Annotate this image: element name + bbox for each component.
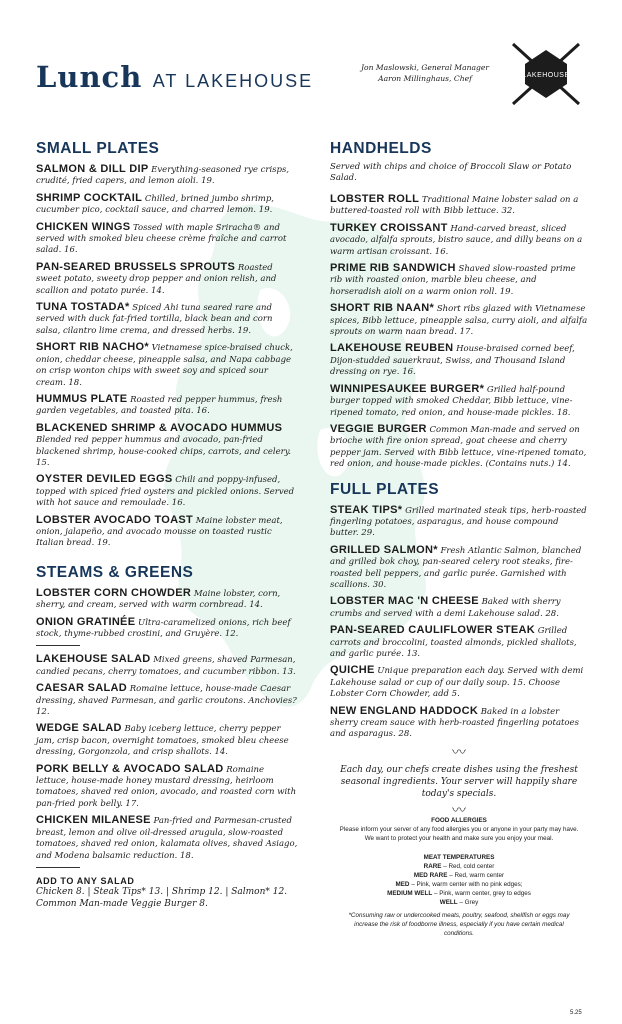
menu-item [36, 222, 298, 257]
handhelds-list [330, 194, 588, 471]
menu-item-name: VEGGIE BURGER [330, 422, 427, 435]
temperature-row [330, 871, 588, 880]
addon-heading: ADD TO ANY SALAD [36, 875, 135, 886]
menu-item-description: Roasted red pepper hummus, fresh garden vegetables, and toasted pita. 16. [36, 394, 283, 417]
menu-item [330, 194, 588, 218]
menu-item-name: PORK BELLY & AVOCADO SALAD [36, 762, 224, 775]
temperature-row [330, 889, 588, 898]
menu-item-description: Ultra-caramelized onions, rich beef stock, thyme-rubbed crostini, and Gruyère. 12. [36, 617, 291, 639]
temperature-label: MED [395, 880, 410, 888]
soups-list [36, 588, 298, 641]
allergy-text-1: Please inform your server of any food allergies you or anyone in your party may have. [339, 825, 579, 833]
menu-item [330, 343, 588, 378]
menu-item [330, 505, 588, 540]
menu-item [330, 223, 588, 258]
menu-item-name: TURKEY CROISSANT [330, 221, 448, 234]
menu-item [36, 515, 298, 550]
allergy-heading: FOOD ALLERGIES [431, 816, 487, 824]
wave-divider: 〰 [452, 801, 466, 818]
temperature-desc: – Pink, warm center with no pink edges; [411, 880, 523, 888]
menu-item-name: BLACKENED SHRIMP & AVOCADO HUMMUS [36, 421, 283, 434]
menu-item-description: Blended red pepper hummus and avocado, pan-fried blackened shrimp, house-cooked chips, carrots, and celery. 15. [36, 435, 292, 468]
divider [36, 645, 80, 646]
menu-item [330, 665, 588, 700]
menu-title [36, 60, 313, 94]
staff-gm: Jon Maslowski, General Manager [360, 63, 490, 72]
temperature-row [330, 898, 588, 907]
temperature-desc: – Grey [459, 898, 479, 906]
menu-item-description: Maine lobster meat, onion, jalapeño, and avocado mousse on toasted rustic Italian bread. 19. [36, 515, 283, 549]
menu-item-name: CAESAR SALAD [36, 682, 127, 695]
menu-item [330, 596, 588, 620]
salads-list [36, 654, 298, 862]
menu-item-description: Baked in a lobster sherry cream sauce with herb-roasted fingerling potatoes and asparagus. 28. [330, 706, 579, 740]
handhelds-heading: HANDHELDS [330, 140, 432, 157]
menu-item [36, 723, 298, 758]
menu-item-name: CHICKEN WINGS [36, 220, 131, 233]
full-plates-heading: FULL PLATES [330, 480, 440, 498]
steams-greens-heading: STEAMS & GREENS [36, 563, 194, 581]
menu-item-description: Vietnamese spice-braised chuck, onion, cheddar cheese, pineapple salsa, and Napa cabbage on crisp wonton chips with sweet soy and spiced sour cream. 18. [36, 343, 293, 388]
addon-line-2: Common Man-made Veggie Burger 8. [36, 898, 208, 909]
menu-item [330, 424, 588, 471]
menu-item-description: Traditional Maine lobster salad on a buttered-toasted roll with Bibb lettuce. 32. [330, 195, 579, 217]
menu-item [36, 394, 298, 418]
temperature-row [330, 880, 588, 889]
menu-item-name: SHORT RIB NAAN* [330, 302, 435, 315]
temperature-label: MED RARE [413, 871, 448, 879]
menu-item-name: SHRIMP COCKTAIL [36, 191, 143, 204]
menu-item-name: ONION GRATINÉE [36, 615, 136, 628]
menu-item-name: GRILLED SALMON* [330, 543, 438, 556]
temperature-desc: – Pink, warm center, grey to edges [433, 889, 531, 897]
menu-item [330, 706, 588, 741]
menu-item-name: LAKEHOUSE SALAD [36, 653, 151, 666]
menu-item-description: Grilled marinated steak tips, herb-roasted fingerling potatoes, asparagus, and house compound butter. 29. [330, 505, 587, 539]
consume-warning: *Consuming raw or undercooked meats, poultry, seafood, shellfish or eggs may increase the risk of foodborne illness, especially if you have certain medical conditions. [348, 911, 570, 937]
temperature-desc: – Red, cold center [443, 862, 495, 870]
temperature-row [330, 862, 588, 871]
menu-item-description: Maine lobster, corn, sherry, and cream, served with warm cornbread. 14. [36, 588, 281, 611]
menu-item-name: LOBSTER MAC 'N CHEESE [330, 595, 479, 608]
menu-item-description: Mixed greens, shaved Parmesan, candied pecans, cherry tomatoes, and cucumber ribbon. 13. [36, 655, 296, 677]
menu-item-description: Romaine lettuce, house-made honey mustard dressing, heirloom tomatoes, shaved red onion, avocado, and roasted corn with pan-fried pork belly. 17. [36, 764, 297, 809]
menu-item-description: Spiced Ahi tuna seared rare and served with duck fat-fried tortilla, black bean and corn salsa, cilantro lime crema, and dressed herbs. 19. [36, 303, 273, 336]
page-code: 5.25 [570, 1010, 582, 1016]
menu-item [36, 588, 298, 612]
menu-item-description: Short ribs glazed with Vietnamese spices, Bibb lettuce, pineapple salsa, curry aioli, and alfalfa sprouts on warm naan bread. 17. [330, 304, 588, 338]
menu-item-description: House-braised corned beef, Dijon-studded sauerkraut, Swiss, and Thousand Island dressing on rye. 16. [330, 344, 575, 378]
menu-item-name: NEW ENGLAND HADDOCK [330, 704, 479, 717]
menu-item-name: STEAK TIPS* [330, 503, 403, 516]
menu-item [330, 625, 588, 660]
small-plates-heading: SMALL PLATES [36, 140, 160, 157]
temps-heading: MEAT TEMPERATURES [423, 853, 495, 861]
left-column [36, 140, 298, 910]
menu-item-description: Grilled carrots and broccolini, toasted almonds, pickled shallots, and garlic purée. 13. [330, 626, 577, 659]
menu-item-name: OYSTER DEVILED EGGS [36, 473, 173, 486]
right-column [330, 140, 588, 938]
staff-chef: Aaron Millinghaus, Chef [378, 74, 472, 83]
addon-line-1: Chicken 8. | Steak Tips* 13. | Shrimp 12. | Salmon* 12. [36, 886, 288, 897]
wave-divider: 〰 [452, 743, 466, 760]
menu-item-description: Common Man-made and served on brioche with fire onion spread, goat cheese and cherry pepper jam. Served with Bibb lettuce, vine-ripened tomato, red onion, and house-made pickles. (Contains nuts.) 14. [330, 424, 587, 470]
menu-item [330, 303, 588, 338]
menu-item [36, 815, 298, 862]
menu-item [330, 384, 588, 419]
menu-item [330, 263, 588, 298]
menu-item-description: Baked with sherry crumbs and served with a demi Lakehouse salad. 28. [330, 597, 561, 619]
menu-item-name: PAN-SEARED CAULIFLOWER STEAK [330, 624, 535, 637]
menu-item-name: LOBSTER CORN CHOWDER [36, 586, 192, 599]
menu-item-name: WEDGE SALAD [36, 722, 122, 735]
title-place: AT LAKEHOUSE [152, 71, 314, 91]
menu-item [36, 617, 298, 641]
menu-item [36, 474, 298, 509]
menu-item [36, 683, 298, 718]
lakehouse-logo [505, 40, 587, 108]
temperature-desc: – Red, warm center [449, 871, 505, 879]
handhelds-intro: Served with chips and choice of Broccoli Slaw or Potato Salad. [330, 162, 572, 183]
menu-item-name: SALMON & DILL DIP [36, 163, 149, 175]
menu-item [36, 342, 298, 389]
divider [36, 867, 80, 868]
menu-item-description: Chilled, brined jumbo shrimp, cucumber pico, cocktail sauce, and charred lemon. 19. [36, 193, 274, 216]
menu-item-name: LOBSTER ROLL [330, 193, 420, 205]
menu-item-description: Roasted sweet potato, sweety drop pepper and onion relish, and scallion and potato purée. 14. [36, 262, 277, 296]
menu-item-description: Romaine lettuce, house-made Caesar dressing, shaved Parmesan, and garlic croutons. Anchovies? 12. [36, 684, 297, 718]
menu-item [36, 764, 298, 811]
temperature-label: MEDIUM WELL [387, 889, 433, 897]
menu-item-name: LOBSTER AVOCADO TOAST [36, 513, 194, 526]
menu-item-description: Baby iceberg lettuce, cherry pepper jam, crisp bacon, overnight tomatoes, smoked bleu cheese dressing, Gorgonzola, and crisp shallots. 14. [36, 724, 289, 758]
menu-item [36, 164, 298, 188]
temperature-label: WELL [439, 898, 458, 906]
menu-item-description: Unique preparation each day. Served with demi Lakehouse salad or cup of our daily soup. 15. Choose Lobster Corn Chowder, add 5. [330, 666, 584, 700]
menu-item-description: Chili and poppy-infused, topped with spiced fried oysters and pickled onions. Served with hot sauce and remoulade. 16. [36, 475, 295, 509]
menu-item-description: Pan-fried and Parmesan-crusted breast, lemon and olive oil-dressed arugula, slow-roasted tomatoes, shaved red onion, kalamata olives, shaved Asiago, and Modena balsamic reduction. 18. [36, 816, 298, 861]
menu-item-name: HUMMUS PLATE [36, 392, 128, 405]
allergy-text-2: We want to protect your health and make sure you enjoy your meal. [364, 834, 554, 842]
menu-item-name: QUICHE [330, 664, 375, 677]
menu-item-description: Shaved slow-roasted prime rib with roasted onion, marble bleu cheese, and horseradish aioli on a warm onion roll. 19. [330, 264, 576, 297]
menu-item [330, 545, 588, 592]
menu-item-name: PRIME RIB SANDWICH [330, 262, 456, 275]
staff-credits [340, 62, 510, 84]
menu-item [36, 302, 298, 337]
menu-item [36, 262, 298, 297]
menu-item-name: WINNIPESAUKEE BURGER* [330, 382, 485, 395]
menu-item-name: PAN-SEARED BRUSSELS SPROUTS [36, 260, 236, 273]
temperature-label: RARE [423, 862, 442, 870]
title-lunch: Lunch [36, 60, 143, 94]
menu-item-description: Fresh Atlantic Salmon, blanched and grilled bok choy, pan-seared celery root steaks, fire-roasted bell peppers, and garlic purée. Garnished with scallions. 30. [330, 545, 582, 590]
temps-list [330, 862, 588, 907]
menu-item-name: LAKEHOUSE REUBEN [330, 342, 454, 355]
menu-item [36, 654, 298, 678]
menu-item-name: CHICKEN MILANESE [36, 814, 151, 827]
full-plates-list [330, 505, 588, 741]
menu-item-description: Tossed with maple Sriracha® and served with smoked bleu cheese crème fraîche and carrot salad. 16. [36, 222, 287, 256]
logo-text: LAKEHOUSE [522, 72, 570, 79]
menu-item-description: Everything-seasoned rye crisps, crudité, fried capers, and lemon aioli. 19. [36, 165, 290, 187]
menu-item-name: SHORT RIB NACHO* [36, 341, 149, 354]
menu-item-description: Hand-carved breast, sliced avocado, alfalfa sprouts, bistro sauce, and dilly beans on a warm artisan croissant. 16. [330, 223, 583, 257]
menu-item [36, 193, 298, 217]
menu-item-name: TUNA TOSTADA* [36, 301, 130, 314]
menu-item [36, 423, 298, 470]
small-plates-list [36, 164, 298, 550]
daily-specials-note: Each day, our chefs create dishes using the freshest seasonal ingredients. Your server will happily share today's specials. [340, 764, 578, 799]
menu-item-description: Grilled half-pound burger topped with smoked Cheddar, Bibb lettuce, vine-ripened tomato, red onion, and house-made pickles. 18. [330, 384, 573, 418]
